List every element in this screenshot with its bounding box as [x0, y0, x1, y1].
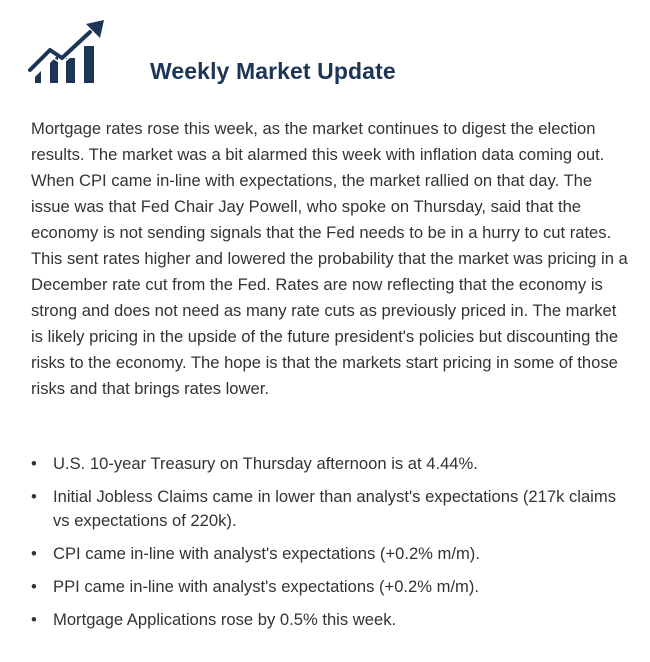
list-item-text: Mortgage Applications rose by 0.5% this week. [53, 610, 397, 629]
list-item-text: Initial Jobless Claims came in lower than analyst's expectations (217k claims vs expectations of 220k). [53, 487, 616, 530]
bullet-marker: • [31, 544, 37, 563]
list-item-text: U.S. 10-year Treasury on Thursday afternoon is at 4.44%. [53, 454, 478, 473]
bullet-marker: • [31, 577, 37, 596]
list-item [31, 575, 631, 599]
page-title: Weekly Market Update [150, 58, 396, 84]
bullet-marker: • [31, 454, 37, 473]
page-header [0, 0, 650, 100]
list-item [31, 452, 631, 476]
list-item [31, 542, 631, 566]
rising-bar-chart-arrow-icon [28, 20, 108, 84]
article-paragraph: Mortgage rates rose this week, as the market continues to digest the election results. The market was a bit alarmed this week with inflation data coming out. When CPI came in-line with expectations, the market rallied on that day. The issue was that Fed Chair Jay Powell, who spoke on Thursday, said that the economy is not sending signals that the Fed needs to be in a hurry to cut rates. This sent rates higher and lowered the probability that the market was pricing in a December rate cut from the Fed. Rates are now reflecting that the economy is strong and does not need as many rate cuts as previously priced in. The market is likely pricing in the upside of the future president's policies but discounting the risks to the economy. The hope is that the markets start pricing in some of those risks and that brings rates lower. [31, 119, 628, 398]
list-item-text: CPI came in-line with analyst's expectations (+0.2% m/m). [53, 544, 480, 563]
bullet-marker: • [31, 610, 37, 629]
list-item-text: PPI came in-line with analyst's expectations (+0.2% m/m). [53, 577, 480, 596]
key-points-list [31, 452, 631, 632]
bullet-marker: • [31, 487, 37, 506]
list-item [31, 485, 631, 533]
list-item [31, 608, 631, 632]
